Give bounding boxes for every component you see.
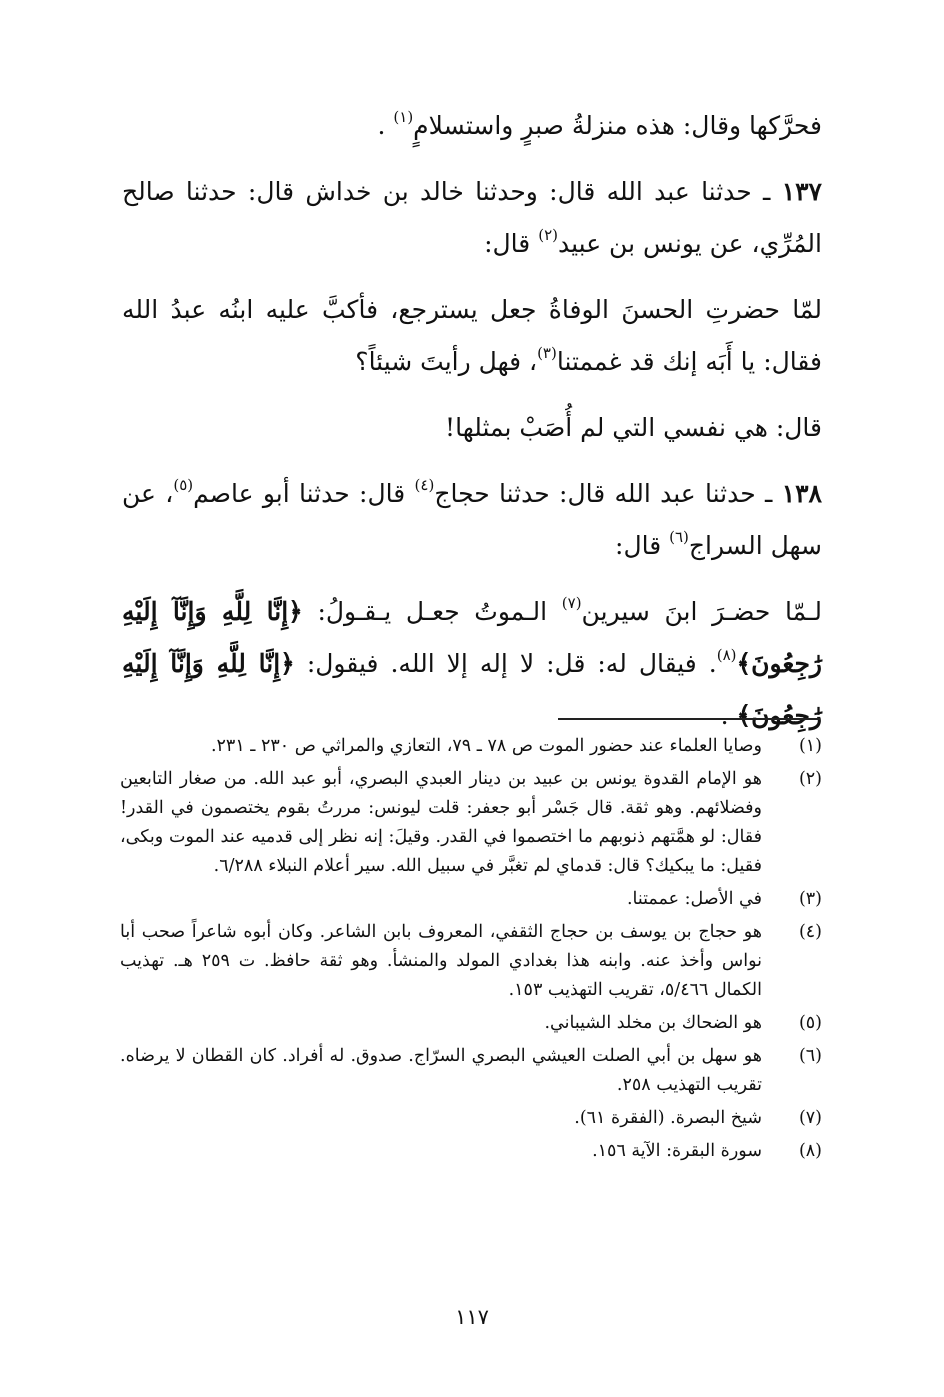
- paragraph-text: ـ حدثنا عبد الله قال: حدثنا حجاج: [434, 479, 773, 508]
- paragraph-text: قال: حدثنا أبو عاصم: [193, 479, 406, 508]
- footnote-divider: [558, 718, 820, 720]
- paragraph-text: ، عن سهل السراج: [122, 479, 822, 560]
- footnote-text: هو حجاج بن يوسف بن حجاج الثقفي، المعروف بابن الشاعر. وكان أبوه شاعراً صحب أبا نواس وأخذ عنه. وابنه هذا بغدادي المولد والمنشأ. وهو ثقة حافظ. ت ٢٥٩ هـ. تهذيب الكمال ٥/٤٦٦، تقريب التهذيب ١٥٣.: [120, 922, 762, 1000]
- footnote-label: (٢): [798, 769, 822, 789]
- footnote-ref: (١): [393, 108, 414, 126]
- footnote-label: (٥): [798, 1013, 822, 1033]
- footnote-text: في الأصل: عممتنا.: [626, 889, 762, 909]
- footnote-text: وصايا العلماء عند حضور الموت ص ٧٨ ـ ٧٩، التعازي والمراثي ص ٢٣٠ ـ ٢٣١.: [210, 736, 762, 756]
- footnote-label: (٦): [798, 1046, 822, 1066]
- footnote: [120, 765, 822, 881]
- footnote-text: شيخ البصرة. (الفقرة ٦١).: [574, 1108, 762, 1128]
- footnote-ref: (٤): [414, 476, 435, 494]
- paragraph-137: [122, 166, 822, 270]
- main-text: [122, 100, 822, 756]
- footnote-label: (١): [798, 736, 822, 756]
- paragraph-text: ، فهل رأيتَ شيئاً؟: [355, 347, 538, 376]
- paragraph-4: [122, 402, 822, 454]
- paragraph-3: [122, 284, 822, 388]
- page-number: ١١٧: [455, 1305, 489, 1329]
- paragraph-text: قال: هي نفسي التي لم أُصَبْ بمثلها!: [445, 413, 822, 442]
- paragraph-text: .: [377, 111, 386, 140]
- footnote-text: سورة البقرة: الآية ١٥٦.: [592, 1141, 762, 1161]
- footnote: [120, 918, 822, 1005]
- narration-number: ١٣٧: [781, 177, 822, 206]
- footnote-text: هو سهل بن أبي الصلت العيشي البصري السرّاج. صدوق. له أفراد. كان القطان لا يرضاه. تقريب التهذيب ٢٥٨.: [120, 1046, 762, 1095]
- footnote-label: (٧): [798, 1108, 822, 1128]
- footnote-text: هو الضحاك بن مخلد الشيباني.: [544, 1013, 762, 1033]
- footnote-ref: (٧): [561, 594, 582, 612]
- paragraph-text: ـ حدثنا عبد الله قال: وحدثنا خالد بن خداش قال: حدثنا صالح المُرِّي، عن يونس بن عبيد: [122, 177, 822, 258]
- paragraph-text: فحرَّكها وقال: هذه منزلةُ صبرٍ واستسلامٍ: [413, 111, 822, 140]
- footnote-ref: (٨): [716, 646, 737, 664]
- paragraph-text: .: [720, 701, 729, 730]
- paragraph-138: [122, 468, 822, 572]
- paragraph-text: لـمّا حضـرَ ابنَ سيرين: [581, 597, 822, 626]
- footnote-ref: (٦): [669, 528, 689, 546]
- footnote-label: (٣): [798, 889, 822, 909]
- footnote: [120, 732, 822, 761]
- footnote-label: (٨): [798, 1141, 822, 1161]
- footnote-text: هو الإمام القدوة يونس بن عبيد بن دينار العبدي البصري، أبو عبد الله. من صغار التابعين وفضلائهم. وهو ثقة. قال جَسْر أبو جعفر: قلت ليونس: مررتُ بقوم يختصمون في القدر! فقال: لو همَّتهم ذنوبهم ما اختصموا في القدر. وقيلَ: إنه نظر إلى قدميه عند الموت وبكى، فقيل: ما يبكيك؟ قال: قدماي لم تغبَّر في سبيل الله. سير أعلام النبلاء ٦/٢٨٨.: [120, 769, 762, 876]
- quran-verse: ﴿إِنَّا لِلَّهِ وَإِنَّآ إِلَيْهِ رَٰجِعُونَ﴾: [122, 649, 822, 730]
- footnote-label: (٤): [798, 922, 822, 942]
- footnote-ref: (٥): [173, 476, 194, 494]
- paragraph-text: الـموتُ جعـل يـقـولُ:: [317, 597, 548, 626]
- footnote: [120, 1042, 822, 1100]
- footnote-ref: (٢): [538, 226, 558, 244]
- paragraph-text: قال:: [484, 229, 531, 258]
- footnote: [120, 1104, 822, 1133]
- paragraph-text: . فيقال له: قل: لا إله إلا الله. فيقول:: [306, 649, 717, 678]
- narration-number: ١٣٨: [781, 479, 822, 508]
- paragraph-text: قال:: [615, 531, 662, 560]
- quran-verse: ﴿إِنَّا لِلَّهِ وَإِنَّآ إِلَيْهِ رَٰجِعُونَ﴾: [122, 597, 822, 678]
- footnote: [120, 885, 822, 914]
- footnote: [120, 1009, 822, 1038]
- footnote: [120, 1137, 822, 1166]
- footnotes: [120, 732, 822, 1170]
- footnote-ref: (٣): [537, 344, 557, 362]
- paragraph-text: لمّا حضرتِ الحسنَ الوفاةُ جعل يسترجع، فأكبَّ عليه ابنُه عبدُ الله فقال: يا أَبَه إنك قد غممتنا: [122, 295, 822, 376]
- paragraph-1: [122, 100, 822, 152]
